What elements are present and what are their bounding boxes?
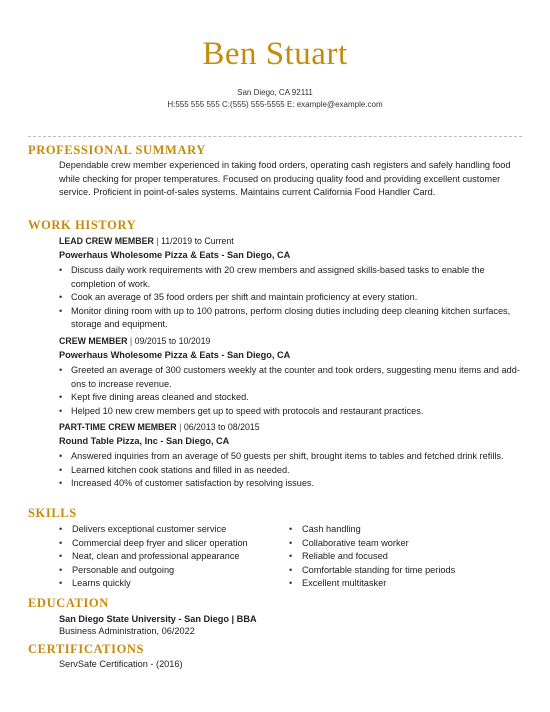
job-dates: 06/2013 to 08/2015 (183, 422, 260, 432)
job-dates: 09/2015 to 10/2019 (134, 336, 211, 346)
job-title-line: PART-TIME CREW MEMBER | 06/2013 to 08/2015 (59, 422, 260, 432)
contact-phones-email: H:555 555 555 C:(555) 555-5555 E: example@example.com (167, 100, 383, 109)
job-title: LEAD CREW MEMBER (59, 236, 154, 246)
candidate-name: Ben Stuart (202, 36, 348, 72)
list-item: • Excellent multitasker (289, 577, 455, 591)
section-heading-skills: SKILLS (28, 506, 77, 520)
list-item: • Learned kitchen cook stations and filled in as needed. (59, 464, 521, 478)
job-title-line: CREW MEMBER | 09/2015 to 10/2019 (59, 336, 211, 346)
list-item: • Cook an average of 35 food orders per shift and maintain proficiency at every station. (59, 291, 521, 305)
job-employer: Round Table Pizza, Inc - San Diego, CA (59, 436, 230, 446)
job-title: CREW MEMBER (59, 336, 128, 346)
list-item: • Cash handling (289, 523, 455, 537)
list-item: • Helped 10 new crew members get up to speed with protocols and restaurant practices. (59, 405, 521, 419)
skills-right-list (289, 523, 455, 591)
job-employer: Powerhaus Wholesome Pizza & Eats - San Diego, CA (59, 350, 291, 360)
section-heading-certifications: CERTIFICATIONS (28, 642, 145, 656)
list-item: • Greeted an average of 300 customers weekly at the counter and took orders, suggesting menu items and add-ons to increase revenue. (59, 364, 521, 391)
job-employer: Powerhaus Wholesome Pizza & Eats - San Diego, CA (59, 250, 291, 260)
list-item: • Increased 40% of customer satisfaction by resolving issues. (59, 477, 521, 491)
list-item: • Answered inquiries from an average of 50 guests per shift, brought items to tables and fetched drink refills. (59, 450, 521, 464)
list-item: • Collaborative team worker (289, 537, 455, 551)
skills-left-list (59, 523, 248, 591)
contact-address: San Diego, CA 92111 (237, 88, 313, 97)
job-bullets (59, 264, 521, 332)
list-item: • Commercial deep fryer and slicer operation (59, 537, 248, 551)
list-item: • Delivers exceptional customer service (59, 523, 248, 537)
summary-text: Dependable crew member experienced in taking food orders, operating cash registers and safely handling food while checking for proper temperatures. Focused on producing quality food and providing excellent customer service. Proficient in point-of-sales systems. Maintains current California Food Handler Card. (59, 160, 511, 197)
list-item: • Reliable and focused (289, 550, 455, 564)
education-school: San Diego State University - San Diego | BBA (59, 614, 257, 624)
job-title: PART-TIME CREW MEMBER (59, 422, 177, 432)
job-bullets (59, 450, 521, 491)
section-heading-work-history: WORK HISTORY (28, 218, 137, 232)
list-item: • Comfortable standing for time periods (289, 564, 455, 578)
section-heading-education: EDUCATION (28, 596, 109, 610)
section-heading-summary: PROFESSIONAL SUMMARY (28, 143, 206, 157)
education-degree: Business Administration, 06/2022 (59, 626, 195, 636)
list-item: • Kept five dining areas cleaned and stocked. (59, 391, 521, 405)
list-item: • Personable and outgoing (59, 564, 248, 578)
list-item: • Learns quickly (59, 577, 248, 591)
job-title-line: LEAD CREW MEMBER | 11/2019 to Current (59, 236, 234, 246)
job-dates: 11/2019 to Current (161, 236, 234, 246)
certification-item: ServSafe Certification - (2016) (59, 659, 183, 669)
job-bullets (59, 364, 521, 418)
list-item: • Discuss daily work requirements with 20 crew members and assigned skills-based tasks to enable the completion of work. (59, 264, 521, 291)
list-item: • Monitor dining room with up to 100 patrons, perform closing duties including deep cleaning kitchen surfaces, storage and equipment. (59, 305, 521, 332)
list-item: • Neat, clean and professional appearance (59, 550, 248, 564)
header-divider (28, 136, 522, 137)
